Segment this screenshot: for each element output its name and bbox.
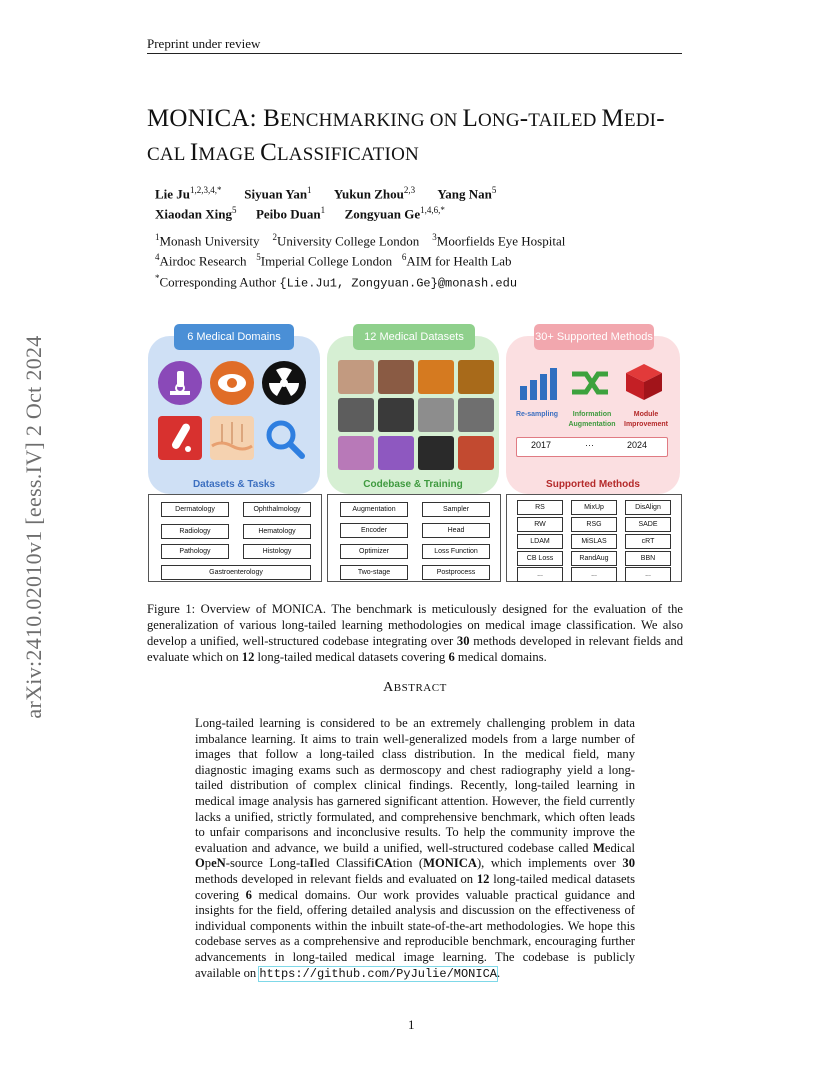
- task-cell: Radiology: [161, 524, 229, 539]
- bar-chart-icon: [518, 364, 558, 400]
- page-number: 1: [408, 1017, 415, 1032]
- dataset-thumb-xray: [378, 398, 414, 432]
- magnifier-icon: [262, 416, 306, 460]
- codebase-cell: Sampler: [422, 502, 490, 517]
- task-cell: Dermatology: [161, 502, 229, 517]
- dataset-thumb-endoscopy: [458, 436, 494, 470]
- method-cell: ...: [517, 567, 563, 582]
- author: Xiaodan Xing: [155, 206, 232, 222]
- figure-caption: Figure 1: Overview of MONICA. The benchmark is meticulously designed for the evaluation of the generalization of various long-tailed learning methodologies on medical image classification. We also develop a unified, well-structured codebase integrating over 30 methods developed in relevant fields and evaluate which on 12 long-tailed medical datasets covering 6 medical domains.: [147, 602, 683, 664]
- method-cell: RSG: [571, 517, 617, 532]
- method-cell: BBN: [625, 551, 671, 566]
- arxiv-id: arXiv:2410.02010v1 [eess.IV] 2 Oct 2024: [21, 335, 46, 719]
- task-cell: Ophthalmology: [243, 502, 311, 517]
- paper-title: MONICA: BENCHMARKING ON LONG-TAILED MEDI- CAL IMAGE CLASSIFICATION: [147, 105, 665, 166]
- method-cell: MixUp: [571, 500, 617, 515]
- section-datasets-tasks: Datasets & Tasks: [192, 479, 276, 490]
- dataset-thumb-fundus: [418, 360, 454, 394]
- datasets-box: [148, 494, 322, 582]
- codebase-cell: Postprocess: [422, 565, 490, 580]
- method-cell: LDAM: [517, 534, 563, 549]
- cube-icon: [624, 362, 664, 402]
- tag-datasets: 12 Medical Datasets: [353, 324, 475, 350]
- label-info-augmentation: Information Augmentation: [568, 411, 616, 428]
- methods-box: [506, 494, 682, 582]
- abstract-body: Long-tailed learning is considered to be an extremely challenging problem in data imbalance learning. It aims to train well-generalized models from a large number of images that follow a long-tailed class distribution. In the medical field, many diagnostic imaging exams such as dermoscopy and chest radiography yield a long-tailed distribution of complex clinical findings. Recently, long-tailed learning in medical image analysis has garnered significant attention. However, the field currently lacks a unified, strictly formulated, and comprehensive benchmark, which often leads to unfair comparisons and inconclusive results. To help the community improve the evaluation and advance, we build a unified, well-structured codebase called Medical OpeN-source Long-taIled ClassifiCAtion (MONICA), which implements over 30 methods developed in relevant fields and evaluated on 12 long-tailed medical datasets covering 6 medical domains. Our work provides valuable practical guidance and insights for the field, offering detailed analysis and discussion on the effectiveness of individual components within the inbuilt state-of-the-art methodologies. We hope this codebase serves as a comprehensive and reproducible benchmark, encouraging further advancements in long-tailed medical image learning. The codebase is publicly available on https://github.com/PyJulie/MONICA.: [195, 716, 635, 981]
- running-header: Preprint under review: [147, 36, 261, 51]
- codebase-link[interactable]: https://github.com/PyJulie/MONICA: [259, 966, 497, 981]
- method-cell: CB Loss: [517, 551, 563, 566]
- label-module-improvement: Module Improvement: [624, 411, 668, 428]
- affiliations: $^1$Monash University $^2$University College London $^3$Moorfields Eye Hospital $^4$Airdoc Research $^5$Imperial College London $^6$AIM for Health Lab *Corresponding Author {Lie.Ju1, Zongyuan.Ge}@monash.edu: [155, 232, 566, 290]
- task-cell: Histology: [243, 544, 311, 559]
- header-rule: [147, 53, 682, 54]
- dataset-thumb-cells: [418, 436, 454, 470]
- label-resampling: Re-sampling: [515, 411, 558, 418]
- author: Peibo Duan: [255, 206, 321, 222]
- codebase-cell: Head: [422, 523, 490, 538]
- figure-overview: [146, 324, 682, 586]
- eye-icon: [210, 361, 254, 405]
- method-cell: DisAlign: [625, 500, 671, 515]
- task-cell: Gastroenterology: [161, 565, 311, 580]
- microscope-icon: [158, 361, 202, 405]
- tag-methods: 30+ Supported Methods: [534, 324, 654, 350]
- codebase-cell: Loss Function: [422, 544, 490, 559]
- dataset-thumb-ct: [338, 398, 374, 432]
- author: Zongyuan Ge: [344, 206, 421, 222]
- dataset-thumb-mri: [418, 398, 454, 432]
- codebase-cell: Augmentation: [340, 502, 408, 517]
- method-cell: cRT: [625, 534, 671, 549]
- tag-domains: 6 Medical Domains: [174, 324, 294, 350]
- codebase-cell: Two-stage: [340, 565, 408, 580]
- codebase-cell: Optimizer: [340, 544, 408, 559]
- codebase-cell: Encoder: [340, 523, 408, 538]
- codebase-box: [327, 494, 501, 582]
- corresponding-emails: {Lie.Ju1, Zongyuan.Ge}@monash.edu: [279, 275, 518, 290]
- dataset-thumb-histology: [338, 436, 374, 470]
- timeline-end: 2024: [627, 440, 648, 450]
- dataset-thumb-skin: [338, 360, 374, 394]
- author: Siyuan Yan: [244, 186, 308, 202]
- author-list: Lie $Ju^{1,2,3,4,*}$ Siyuan Yan$^1$ Yukun Zhou$^{2,3}$ Yang Nan$^5$ Xiaodan Xing$^5$ Peibo Duan$^1$ Zongyuan $Ge^{1,4,6,*}$: [155, 185, 497, 222]
- method-cell: RW: [517, 517, 563, 532]
- shuffle-icon: [570, 366, 610, 400]
- dataset-thumb-lesion: [378, 360, 414, 394]
- method-cell: RandAug: [571, 551, 617, 566]
- domains-panel: [148, 336, 320, 494]
- task-cell: Pathology: [161, 544, 229, 559]
- author: Lie Ju: [155, 186, 191, 202]
- dataset-thumb-chest: [458, 398, 494, 432]
- author: Yang Nan: [437, 186, 492, 202]
- section-methods: Supported Methods: [546, 479, 640, 490]
- skin-icon: [210, 416, 254, 460]
- radiation-icon: [262, 361, 306, 405]
- dataset-thumb-retina: [458, 360, 494, 394]
- blood-test-icon: [158, 416, 202, 460]
- task-cell: Hematology: [243, 524, 311, 539]
- arxiv-stamp: [14, 292, 54, 762]
- method-cell: ...: [571, 567, 617, 582]
- section-codebase: Codebase & Training: [363, 479, 463, 490]
- dataset-thumb-blood: [378, 436, 414, 470]
- timeline-ellipsis: ···: [585, 440, 594, 450]
- timeline-start: 2017: [531, 440, 552, 450]
- method-cell: SADE: [625, 517, 671, 532]
- method-cell: MiSLAS: [571, 534, 617, 549]
- method-cell: ...: [625, 567, 671, 582]
- abstract-heading: ABSTRACT: [383, 680, 447, 695]
- method-cell: RS: [517, 500, 563, 515]
- author: Yukun Zhou: [333, 186, 404, 202]
- timeline: [516, 437, 668, 457]
